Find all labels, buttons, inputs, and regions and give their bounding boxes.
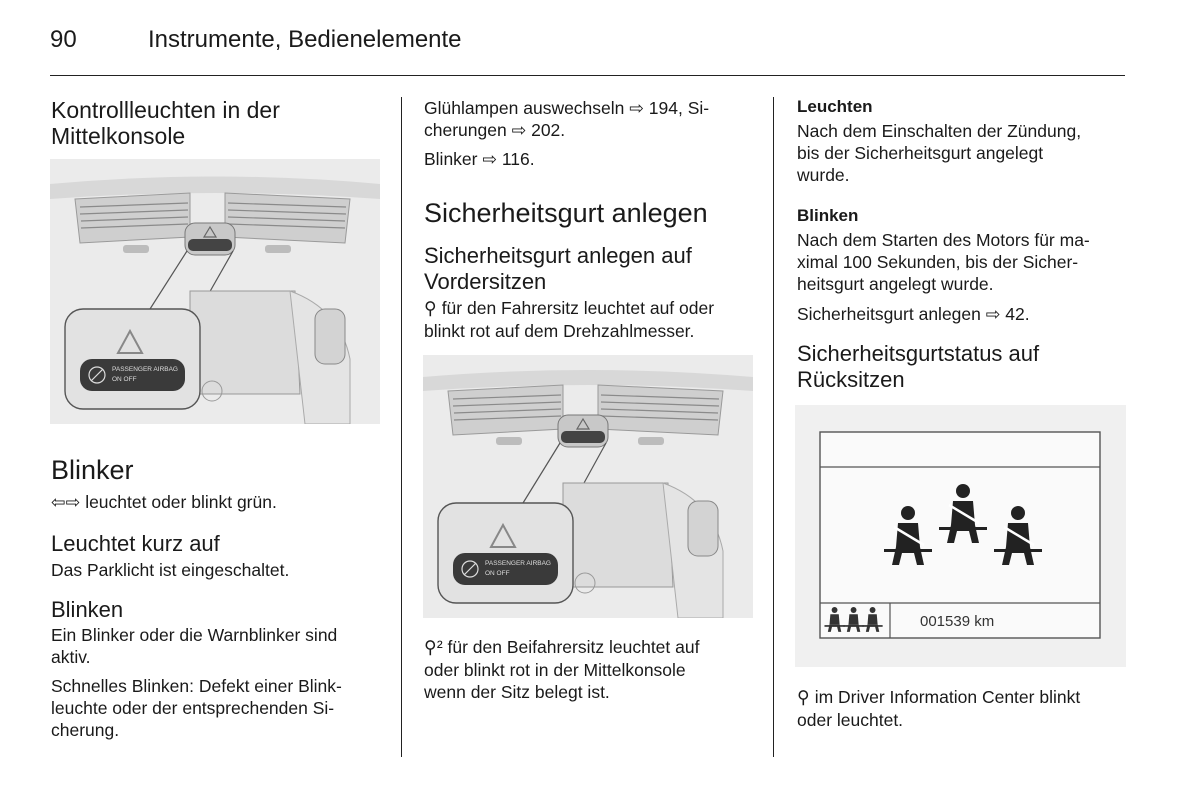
ref-sicherheitsgurt: Sicherheitsgurt anlegen ⇨ 42.: [797, 304, 1030, 324]
odometer-readout: 001539 km: [920, 613, 995, 630]
ref-gluehlampen: Glühlampen auswechseln ⇨ 194, Si- cherungen ⇨ 202.: [424, 98, 710, 140]
svg-text:PASSENGER AIRBAG: PASSENGER AIRBAG: [112, 366, 178, 373]
svg-text:ON OFF: ON OFF: [112, 376, 137, 383]
leuchten-text: Nach dem Einschalten der Zündung, bis der Sicherheitsgurt angelegt wurde.: [797, 121, 1082, 185]
kurz-title: Leuchtet kurz auf: [51, 531, 220, 556]
section-title-sicherheitsgurt: Sicherheitsgurt anlegen: [424, 198, 708, 228]
subtitle-vordersitze: Sicherheitsgurt anlegen auf Vordersitzen: [424, 243, 692, 294]
front-seat-text: ⚲ für den Fahrersitz leuchtet auf oder blinkt rot auf dem Drehzahlmesser.: [424, 298, 715, 341]
console-figure: [50, 159, 380, 424]
blinken-text-col3: Nach dem Starten des Motors für ma- ximal 100 Sekunden, bis der Sicher- heitsgurt angelegt wurde.: [797, 230, 1090, 294]
seatbelt-icon-dic: ⚲: [797, 688, 810, 708]
svg-text:ON OFF: ON OFF: [485, 570, 510, 577]
rear-status-title: Sicherheitsgurtstatus auf Rücksitzen: [797, 341, 1040, 392]
passenger-seat-text: ⚲² für den Beifahrersitz leuchtet auf oder blinkt rot in der Mittelkonsole wenn der Sitz belegt ist.: [424, 637, 700, 702]
blinken-title-col3: Blinken: [797, 206, 859, 225]
blinken-title: Blinken: [51, 597, 124, 622]
dic-text: ⚲ im Driver Information Center blinkt oder leuchtet.: [797, 687, 1081, 730]
blinken-text-1: Ein Blinker oder die Warnblinker sind aktiv.: [51, 625, 338, 667]
console-figure-2: [423, 355, 753, 618]
chapter-title: Instrumente, Bedienelemente: [148, 26, 462, 53]
column-divider-2: [773, 97, 774, 757]
seatbelt-icon: ⚲: [424, 299, 437, 319]
section-heading-kontrollleuchten: Kontrollleuchten in der Mittelkonsole: [51, 97, 280, 149]
column-divider-1: [401, 97, 402, 757]
dic-display-figure: [795, 405, 1126, 667]
ref-blinker: Blinker ⇨ 116.: [424, 149, 535, 169]
svg-text:PASSENGER AIRBAG: PASSENGER AIRBAG: [485, 560, 551, 567]
blinker-title: Blinker: [51, 455, 134, 485]
blinker-text: ⇦⇨ leuchtet oder blinkt grün.: [51, 492, 277, 513]
page-number: 90: [50, 26, 77, 53]
header-rule: [50, 75, 1125, 76]
kurz-text: Das Parklicht ist eingeschaltet.: [51, 560, 290, 580]
blinken-text-2: Schnelles Blinken: Defekt einer Blink- leuchte oder der entsprechenden Si- cherung.: [51, 676, 342, 740]
turn-signal-icon: ⇦⇨: [51, 493, 81, 513]
passenger-seatbelt-icon: ⚲: [424, 638, 437, 658]
leuchten-title: Leuchten: [797, 97, 873, 116]
